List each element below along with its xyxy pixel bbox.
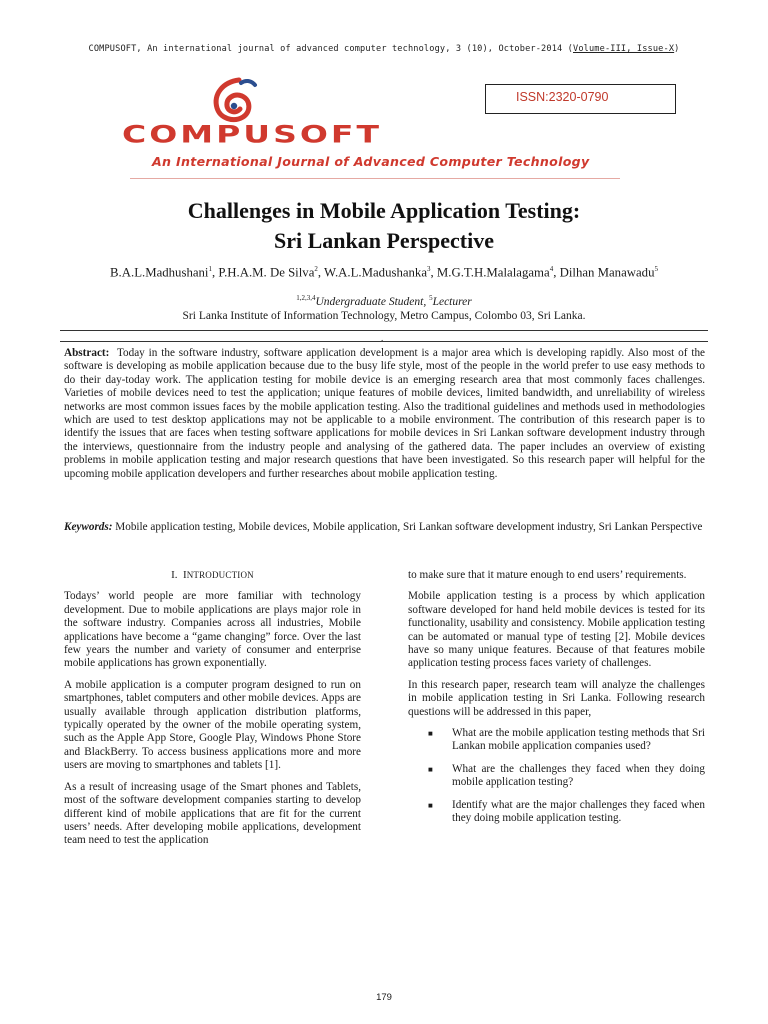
list-item (408, 799, 705, 826)
author-affiliation (0, 294, 768, 308)
compusoft-swirl-icon (205, 76, 265, 126)
abstract-top-rule (60, 330, 708, 331)
body-paragraph: In this research paper, research team will analyze the challenges in mobile application testing in Sri Lanka. Following research questions will be addressed in this paper, (408, 678, 705, 718)
issn-box: ISSN:2320-0790 (485, 84, 676, 114)
author-name: P.H.A.M. De Silva (218, 265, 315, 280)
author-name: Dilhan Manawadu (559, 265, 655, 280)
affil-sup-2: 5 (429, 294, 433, 302)
list-item-text: What are the challenges they faced when they doing mobile application testing? (452, 762, 705, 789)
author-sup: 5 (654, 265, 658, 273)
abstract-label: Abstract: (64, 347, 110, 359)
keywords-text: Mobile application testing, Mobile devices, Mobile application, Sri Lankan software development industry, Sri Lankan Perspective (115, 521, 703, 533)
author-sep: , (211, 265, 219, 280)
section-heading (64, 569, 361, 582)
list-item-text: What are the mobile application testing methods that Sri Lankan mobile application companies used? (452, 727, 705, 753)
left-column (64, 569, 361, 856)
page-number: 179 (376, 992, 392, 1003)
running-head-text: COMPUSOFT, An international journal of advanced computer technology, 3 (10), October-2014 ( (88, 44, 573, 54)
square-bullet-icon: ■ (428, 800, 433, 810)
affil-sep: , (423, 295, 430, 308)
author-sep: , (317, 265, 325, 280)
body-paragraph: to make sure that it mature enough to end users’ requirements. (408, 569, 687, 581)
intro-paragraph: A mobile application is a computer program designed to run on smartphones, tablet computers and other mobile devices. Apps are usually available through application distribution platforms, typically operated by the owner of the mobile operating system, such as the Apple App Store, Google Play, Windows Phone Store and BlackBerry. To access business applications more and more users are moving to smartphones and tablets [1]. (64, 678, 361, 772)
author-name: M.G.T.H.Malalagama (436, 265, 550, 280)
author-sup: 1 (208, 265, 212, 273)
running-head-volume: Volume-III, Issue-X (573, 44, 675, 54)
right-column (408, 569, 705, 835)
section-initial: I (183, 569, 187, 581)
author-sup: 4 (549, 265, 554, 273)
running-head-close: ) (674, 44, 680, 54)
paper-title-line1: Challenges in Mobile Application Testing: (187, 198, 581, 223)
abstract-rule (60, 341, 708, 342)
affil-role-1: Undergraduate Student (315, 295, 424, 308)
section-number: I. (171, 569, 178, 581)
abstract (64, 347, 705, 481)
intro-paragraph: Todays’ world people are more familiar with technology development. Due to mobile applications are plays major role in the software industry. Companies across all industries, Mobile applications have become a “game changing” force. Over the last few years the number and variety of consumer and enterprise mobile applications has grown exponentially. (64, 590, 361, 670)
abstract-text: Today in the software industry, software application development is a major area which is developing rapidly. Also most of the software is developing as mobile application because due to the busy life style, most of the people in the world prefer to use easy methods to do their day-today work. The application testing for mobile device is an emerging research area that most commonly faces challenges. Varieties of mobile devices need to test the application; unique features of mobile devices, limited bandwidth, and unreliability of wireless networks are most common issues faces by the mobile application testing. Also the traditional guidelines and methods used in methodologies which are used to test desktop applications may not be applicable to a mobile environment. The contribution of this research paper is to identify the issues that are faces when testing software applications for mobile devices in Sri Lankan software development industry through the interviews, questionnaire from the industry people and analysing of the gathered data. The paper includes an overview of existing problems in mobile application testing and major research questions that have been investigated. So this research paper will helpful for the upcoming mobile application developers and further researches about mobile application testing. (64, 347, 705, 480)
body-paragraph: Mobile application testing is a process by which application software developed for hand held mobile devices is tested for its functionality, usability and consistency. Mobile application testing can be automated or manual type of testing [2]. Mobile devices have so many unique features. Because of that features mobile application testing process faces variety of challenges. (408, 590, 705, 670)
paper-title-line2: Sri Lankan Perspective (274, 228, 494, 253)
list-item (408, 727, 705, 754)
author-sep: , (553, 265, 560, 280)
research-questions-list (408, 727, 705, 825)
affil-sup-1: 1,2,3,4 (296, 294, 316, 302)
intro-paragraph: As a result of increasing usage of the Smart phones and Tablets, most of the software development companies starting to develop different kind of mobile applications that are fit for the current users’ needs. After developing mobile applications, development team need to test the application (64, 780, 361, 847)
author-name: B.A.L.Madhushani (110, 265, 209, 280)
rule-dot: . (381, 333, 384, 343)
keywords-label: Keywords: (64, 521, 113, 533)
author-sup: 2 (314, 265, 318, 273)
list-item (408, 763, 705, 790)
header-divider (130, 178, 620, 179)
compusoft-logo-wordmark: COMPUSOFT (122, 120, 382, 149)
running-head (0, 44, 768, 54)
section-title-rest: NTRODUCTION (186, 570, 254, 580)
affil-role-2: Lecturer (432, 295, 472, 308)
square-bullet-icon: ■ (428, 764, 433, 774)
list-item-text: Identify what are the major challenges they faced when they doing mobile application testing. (452, 798, 705, 825)
author-list (100, 262, 668, 280)
journal-tagline: An International Journal of Advanced Computer Technology (152, 154, 590, 169)
institute-line: Sri Lanka Institute of Information Technology, Metro Campus, Colombo 03, Sri Lanka. (182, 310, 586, 322)
author-sep: , (430, 265, 437, 280)
keywords (64, 521, 705, 534)
author-name: W.A.L.Madushanka (324, 265, 427, 280)
square-bullet-icon: ■ (428, 729, 433, 739)
author-sup: 3 (427, 265, 431, 273)
